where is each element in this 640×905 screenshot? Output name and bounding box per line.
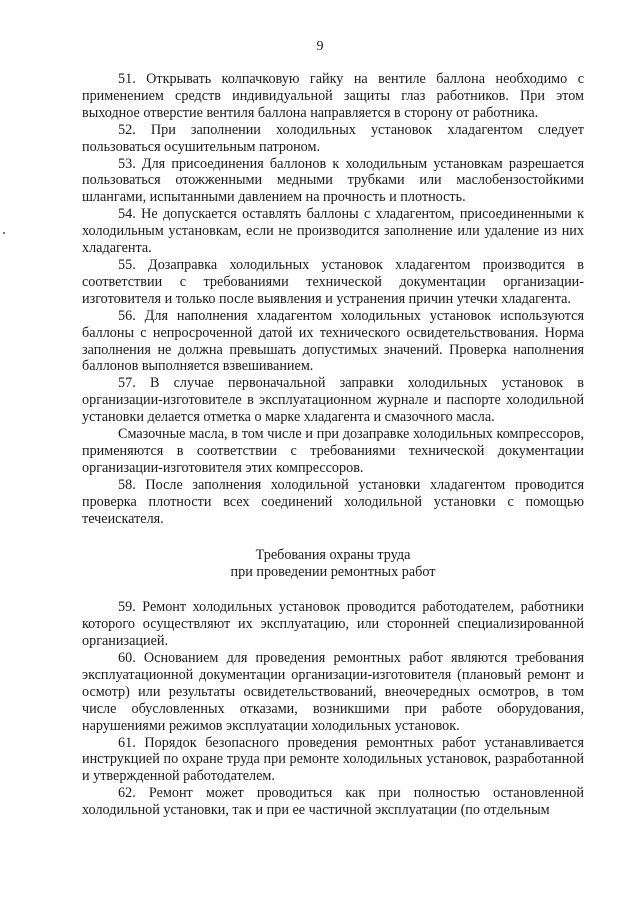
paragraph-58: 58. После заполнения холодильной установки хладагентом проводится проверка плотности всех соединений холодильной установки с помощью течеискателя. [82, 476, 584, 527]
paragraph-55: 55. Дозаправка холодильных установок хладагентом производится в соответствии с требованиями технической документации организации-изготовителя и только после выявления и устранения причин утечки хладагента. [82, 256, 584, 307]
paragraph-61: 61. Порядок безопасного проведения ремонтных работ устанавливается инструкцией по охране труда при ремонте холодильных установок, разработанной и утвержденной работодателем. [82, 734, 584, 785]
paragraph-52: 52. При заполнении холодильных установок хладагентом следует пользоваться осушительным патроном. [82, 121, 584, 155]
section-heading-line-1: Требования охраны труда [255, 547, 411, 564]
paragraph-56: 56. Для наполнения хладагентом холодильных установок используются баллоны с непросроченной датой их технического освидетельствования. Норма заполнения не должна превышать допустимых значений. Проверка наполнения баллонов выполняется взвешиванием. [82, 307, 584, 375]
paragraph-62: 62. Ремонт может проводиться как при полностью остановленной холодильной установки, так и при ее частичной эксплуатации (по отдельным [82, 785, 584, 819]
paragraph-57: 57. В случае первоначальной заправки холодильных установок в организации-изготовителе в эксплуатационном журнале и паспорте холодильной установки делается отметка о марке хладагента и смазочного масла. [82, 375, 584, 426]
page-number: 9 [316, 39, 324, 54]
scan-edge-mark [3, 232, 5, 234]
section-heading-line-2: при проведении ремонтных работ [230, 564, 436, 581]
paragraph-54: 54. Не допускается оставлять баллоны с хладагентом, присоединенными к холодильным установкам, если не производится заполнение или удаление из них хладагента. [82, 206, 584, 257]
paragraph-53: 53. Для присоединения баллонов к холодильным установкам разрешается пользоваться отожженными медными трубками или маслобензостойкими шлангами, испытанными давлением на прочность и плотность. [82, 155, 584, 206]
paragraph-51: 51. Открывать колпачковую гайку на вентиле баллона необходимо с применением средств индивидуальной защиты глаз работников. При этом выходное отверстие вентиля баллона направляется в сторону от работника. [82, 71, 584, 121]
paragraph-59: 59. Ремонт холодильных установок проводится работодателем, работники которого осуществляют их эксплуатацию, или сторонней специализированной организацией. [82, 599, 584, 650]
paragraph-lubricating-oils: Смазочные масла, в том числе и при дозаправке холодильных компрессоров, применяются в соответствии с требованиями технической документации организации-изготовителя этих компрессоров. [82, 426, 584, 476]
section-heading [82, 547, 584, 581]
document-body [82, 71, 584, 819]
paragraph-60: 60. Основанием для проведения ремонтных работ являются требования эксплуатационной документации организации-изготовителя (плановый ремонт и осмотр) или результаты освидетельствований, внеочередных осмотров, в том числе обусловленных отказами, возникшими при работе оборудования, нарушениями режимов эксплуатации холодильных установок. [82, 650, 584, 734]
